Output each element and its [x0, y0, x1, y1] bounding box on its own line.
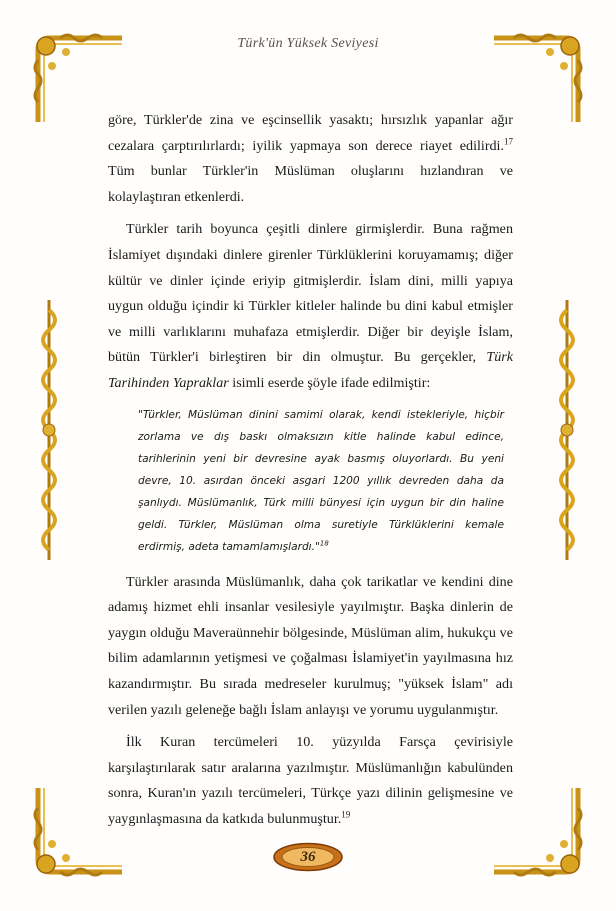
page-number: 36 — [300, 849, 316, 865]
paragraph-2: Türkler tarih boyunca çeşitli dinlere girmişlerdir. Buna rağmen İslamiyet dışındaki dinlere girenler Türklüklerini koruyamamış; diğer kültür ve dinler içinde eriyip gitmişlerdir. İslam dini, milli yapıya uygun olduğu içindir ki Türkler kitleler halinde bu dini kabul etmişler ve milli varlıklarını muhafaza etmişlerdir. Diğer bir deyişle İslam, bütün Türkler'i birleştiren bir din olmuştur. Bu gerçekler, Türk Tarihinden Yapraklar isimli eserde şöyle ifade edilmiştir: — [108, 221, 513, 391]
page-body — [108, 108, 513, 839]
paragraph-1: göre, Türkler'de zina ve eşcinsellik yasaktı; hırsızlık yapanlar ağır cezalara çarptırılırlardı; iyilik yapmaya son derece riayet edilirdi.$^{17}$ Tüm bunlar Türkler'in Müslüman oluşlarını hızlandıran ve kolaylaştıran etkenlerdi. — [108, 112, 513, 205]
right-side-vine-ornament — [552, 300, 582, 560]
book-title: Türk Tarihinden Yapraklar — [108, 349, 513, 391]
paragraph-3: Türkler arasında Müslümanlık, daha çok tarikatlar ve kendini dine adamış hizmet ehli insanlar vesilesiyle yayılmıştır. Başka dinlerin de yaygın olduğu Maveraünnehir bölgesinde, Müslüman alim, hukukçu ve bilim adamlarının yetişmesi ve çoğalması İslamiyet'in yayılmasına hız kazandırmıştır. Bu sırada medreseler kurulmuş; "yüksek İslam" adı verilen yazılı geleneğe bağlı İslam anlayışı ve yorumu uygulanmıştır. — [108, 573, 513, 718]
left-side-vine-ornament — [34, 300, 64, 560]
paragraph-4: İlk Kuran tercümeleri 10. yüzyılda Farsça çevirisiyle karşılaştırılarak satır aralarına yazılmıştır. Müslümanlığın kabulünden sonra, Kuran'ın yazılı tercümeleri, Türkçe yazı dilinin gelişmesine ve yaygınlaşmasına da katkıda bulunmuştur.$^{19}$ — [108, 734, 513, 827]
footnote-ref-17[interactable]: 17 — [504, 135, 513, 146]
footnote-ref-18[interactable]: 18 — [319, 539, 329, 547]
running-header: Türk'ün Yüksek Seviyesi — [237, 36, 379, 51]
footnote-ref-19[interactable]: 19 — [341, 809, 351, 820]
block-quote: "Türkler, Müslüman dinini samimi olarak, kendi istekleriyle, hiçbir zorlama ve dış baskı olmaksızın kitle halinde kabul edince, tarihlerinin yeni bir devresine ayak basmış oluyorlardı. Bu yeni devre, 10. asırdan önceki asgari 1200 yıllık devreden daha da şanlıydı. Müslümanlık, Türk milli bünyesi için uygun bir din haline geldi. Türkler, Müslüman olma suretiyle Türklüklerini kemale erdirmiş, adeta tamamlamışlardı."$^{18}$ — [138, 408, 504, 553]
